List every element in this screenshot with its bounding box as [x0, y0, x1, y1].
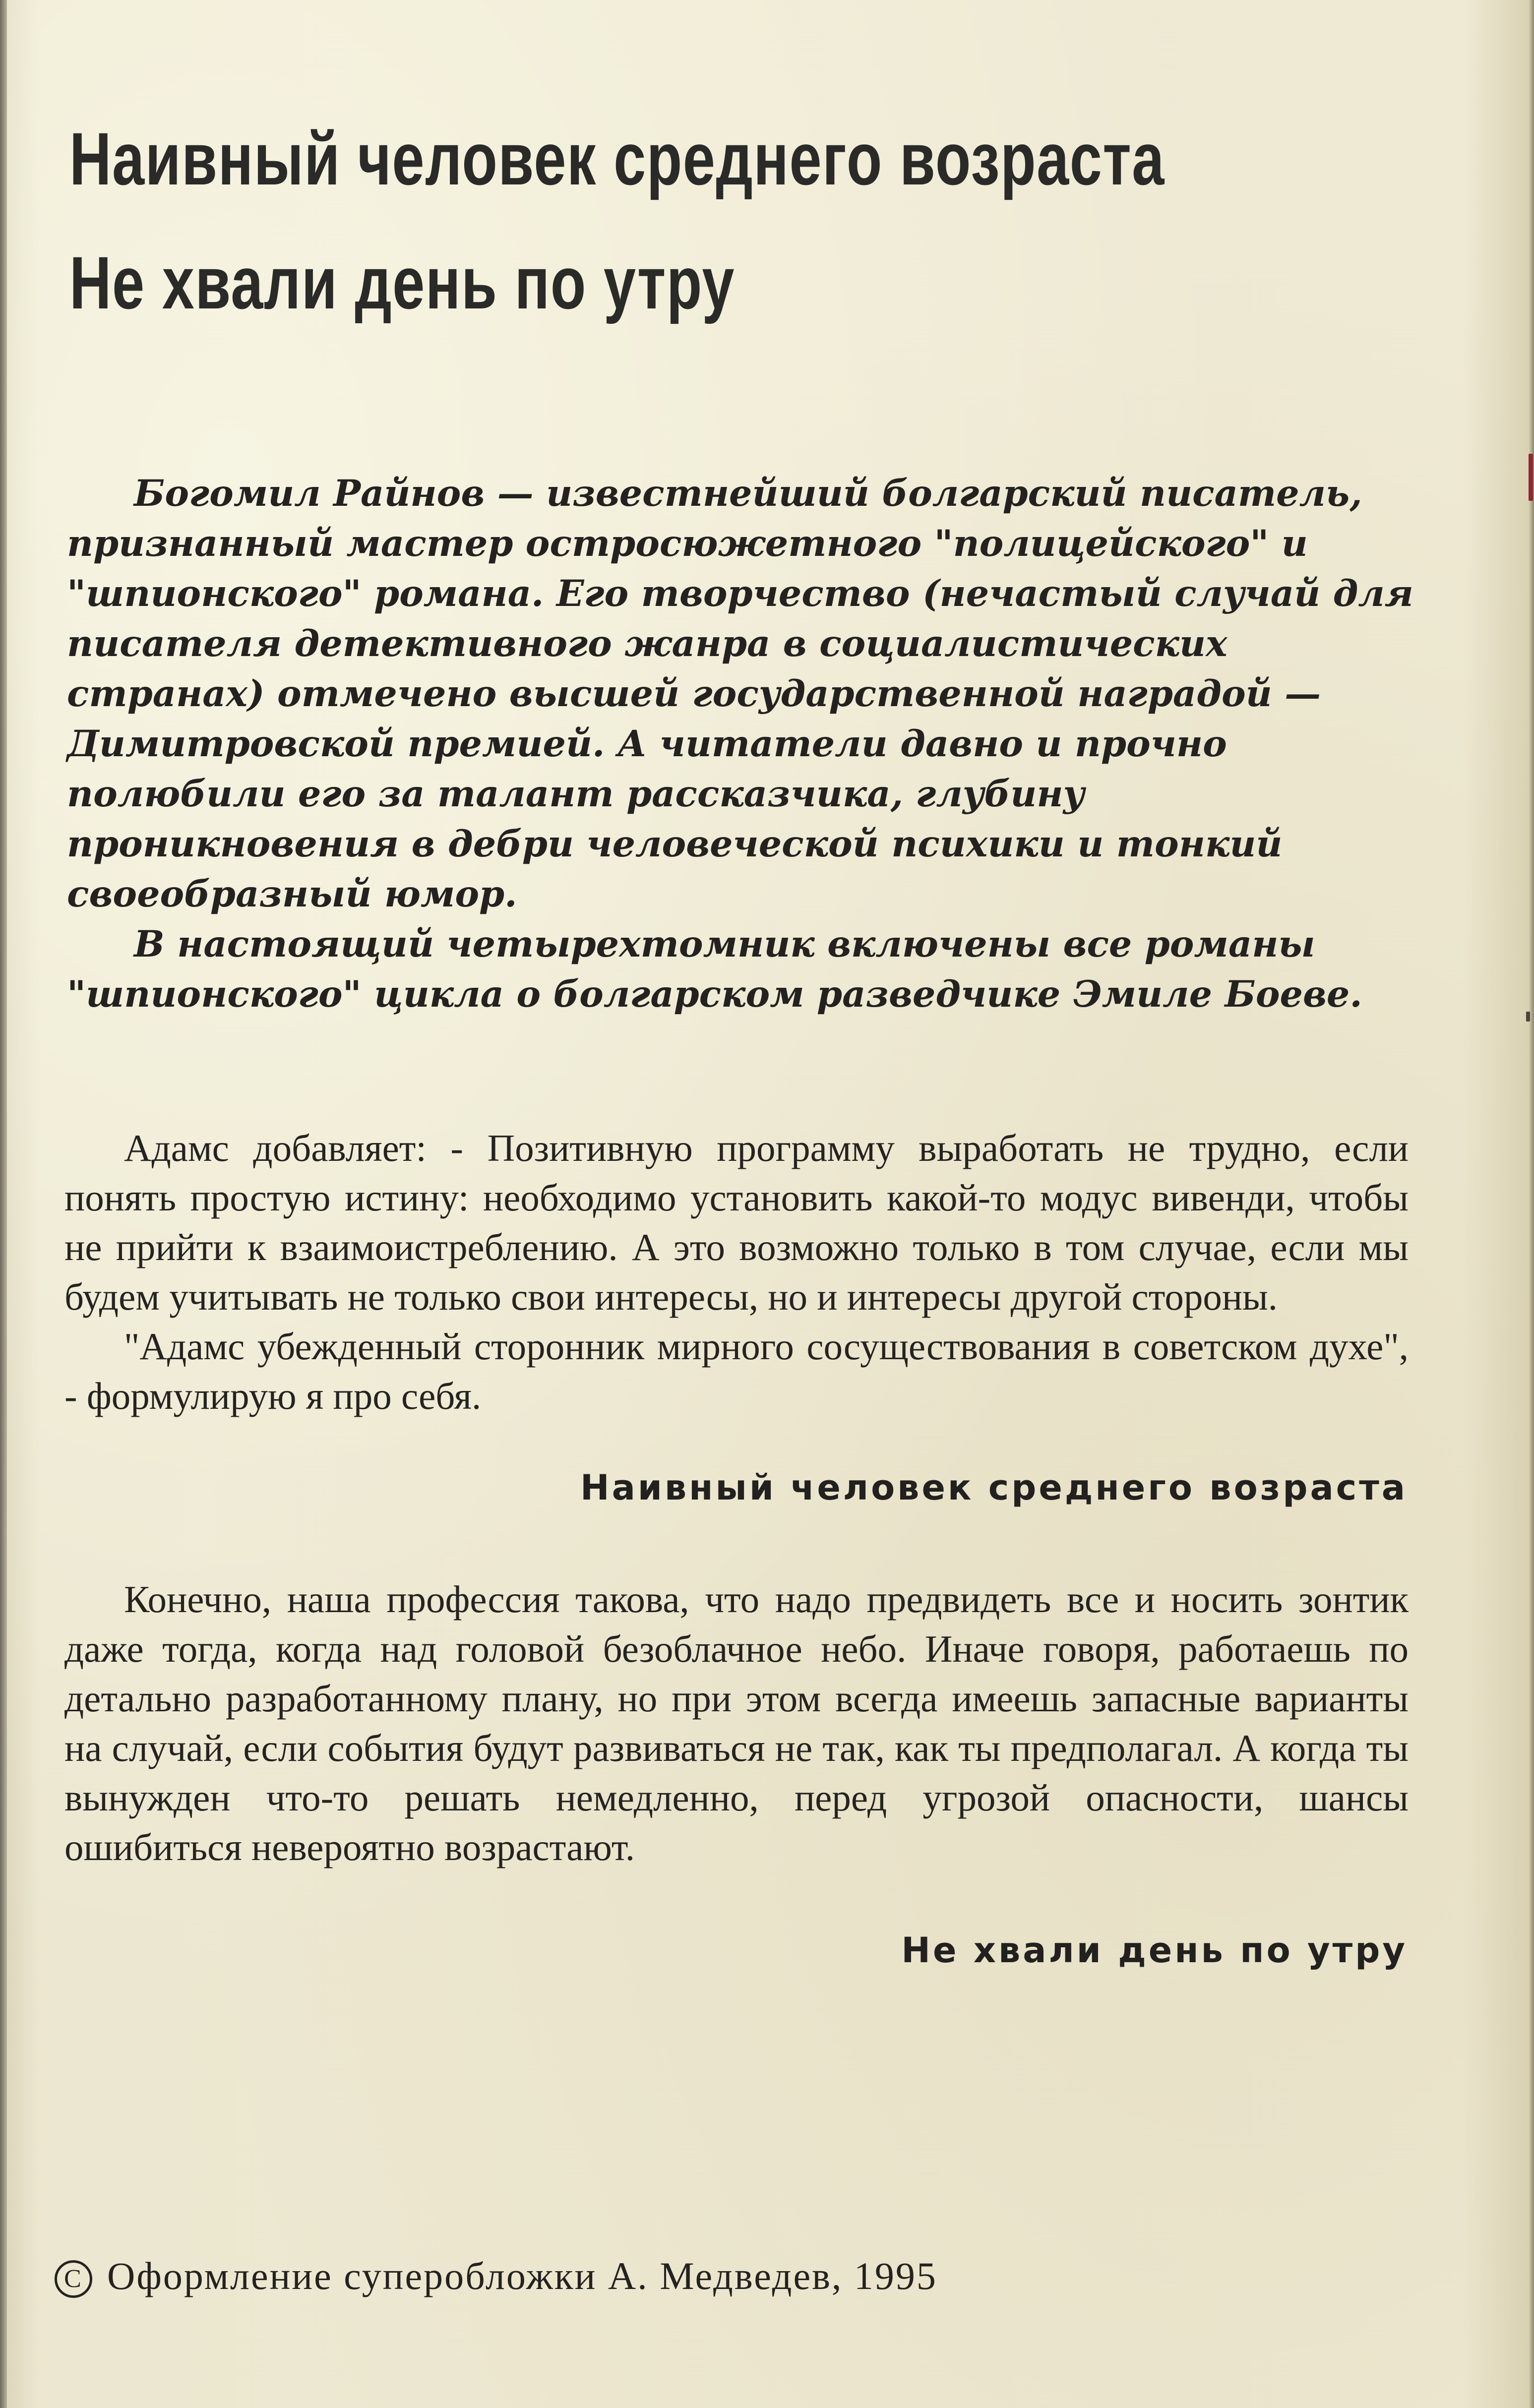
author-blurb: [67, 469, 1421, 1020]
title-line-1: Наивный человек среднего возраста: [69, 117, 1165, 200]
excerpt-2-source: Не хвали день по утру: [901, 1930, 1408, 1971]
red-edge-mark: [1529, 454, 1533, 501]
dark-edge-mark: [1526, 1012, 1530, 1022]
copyright-line: [55, 2251, 937, 2301]
excerpt-1: [64, 1123, 1409, 1421]
excerpt-2: [64, 1574, 1409, 1872]
page-right-edge: [1529, 0, 1534, 2408]
title-block: [69, 97, 1458, 345]
blurb-paragraph-1: Богомил Райнов — известнейший болгарский писатель, признанный мастер остросюжетного "полицейского" и "шпионского" романа. Его творчество (нечастый случай для писателя детективного жанра в социалистических странах) отмечено высшей государственной наградой — Димитровской премией. А читатели давно и прочно полюбили его за талант рассказчика, глубину проникновения в дебри человеческой психики и тонкий своеобразный юмор.: [67, 472, 1413, 915]
copyright-icon: C: [55, 2260, 92, 2298]
excerpt-1-source: Наивный человек среднего возраста: [580, 1467, 1408, 1508]
excerpt-1-paragraph-1: Адамс добавляет: - Позитивную программу выработать не трудно, если понять простую истину: необходимо установить какой-то модус вивенди, чтобы не прийти к взаимоистреблению. А это возможно только в том случае, если мы будем учитывать не только свои интересы, но и интересы другой стороны.: [64, 1127, 1409, 1318]
excerpt-2-paragraph-1: Конечно, наша профессия такова, что надо предвидеть все и носить зонтик даже тогда, когда над головой безоблачное небо. Иначе говоря, работаешь по детально разработанному плану, но при этом всегда имеешь запасные варианты на случай, если события будут развиваться не так, как ты предполагал. А когда ты вынужден что-то решать немедленно, перед угрозой опасности, шансы ошибиться невероятно возрастают.: [64, 1578, 1409, 1868]
page-left-edge: [0, 0, 7, 2408]
copyright-text: Оформление суперобложки А. Медведев, 1995: [107, 2254, 937, 2297]
blurb-paragraph-2: В настоящий четырехтомник включены все романы "шпионского" цикла о болгарском разведчике Эмиле Боеве.: [67, 923, 1362, 1016]
excerpt-1-paragraph-2: "Адамс убежденный сторонник мирного сосуществования в советском духе", - формулирую я про себя.: [64, 1325, 1409, 1417]
title-line-2: Не хвали день по утру: [69, 241, 735, 324]
